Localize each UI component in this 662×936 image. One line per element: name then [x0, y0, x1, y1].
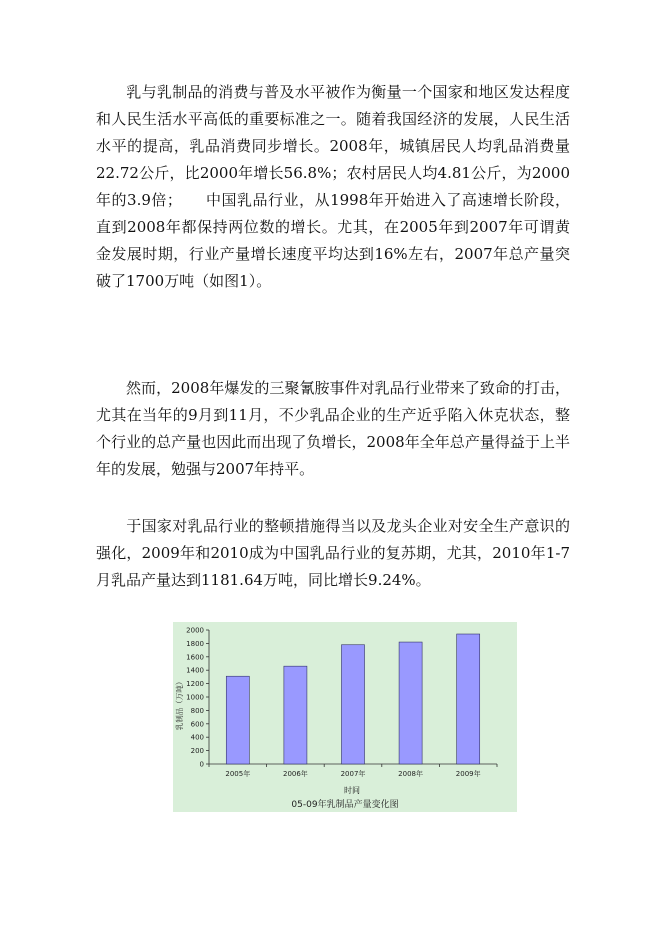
- y-tick-label: 1400: [186, 666, 204, 675]
- bar-2008年: [399, 642, 422, 764]
- chart-figure: [173, 622, 517, 812]
- y-axis-label: 乳制品（万吨）: [175, 677, 184, 731]
- bar-2006年: [284, 666, 307, 764]
- bar-2005年: [226, 676, 249, 764]
- bar-2007年: [341, 645, 364, 764]
- x-axis-ticks: [209, 764, 497, 778]
- chart-bars: [226, 634, 479, 764]
- x-tick-label: 2009年: [455, 770, 481, 778]
- y-axis-ticks: [186, 627, 209, 769]
- x-tick-label: 2006年: [282, 770, 308, 778]
- y-tick-label: 1800: [186, 639, 204, 648]
- y-tick-label: 200: [190, 747, 204, 756]
- y-tick-label: 2000: [186, 626, 204, 635]
- paragraph-2: [96, 375, 570, 483]
- y-tick-label: 1600: [186, 653, 204, 662]
- bar-chart: [173, 622, 517, 812]
- x-tick-label: 2008年: [398, 770, 424, 778]
- y-tick-label: 1200: [186, 680, 204, 689]
- y-tick-label: 1000: [186, 693, 204, 702]
- bar-2009年: [457, 634, 480, 764]
- x-axis-label: 时间: [344, 786, 360, 795]
- x-tick-label: 2007年: [340, 770, 366, 778]
- paragraph-2-text: 然而，2008年爆发的三聚氰胺事件对乳品行业带来了致命的打击，尤其在当年的9月到11月，不少乳品企业的生产近乎陷入休克状态，整个行业的总产量也因此而出现了负增长，2008年全年总产量得益于上半年的发展，勉强与2007年持平。: [96, 379, 570, 478]
- paragraph-3-text: 于国家对乳品行业的整顿措施得当以及龙头企业对安全生产意识的强化，2009年和2010成为中国乳品行业的复苏期，尤其，2010年1-7月乳品产量达到1181.64万吨，同比增长9.24%。: [96, 517, 570, 589]
- paragraph-3: [96, 513, 570, 594]
- y-tick-label: 600: [190, 720, 204, 729]
- y-tick-label: 800: [190, 706, 204, 715]
- paragraph-1: [96, 79, 570, 295]
- x-tick-label: 2005年: [225, 770, 251, 778]
- chart-title: 05-09年乳制品产量变化图: [291, 800, 399, 810]
- y-tick-label: 0: [199, 760, 204, 769]
- paragraph-1-text: 乳与乳制品的消费与普及水平被作为衡量一个国家和地区发达程度和人民生活水平高低的重要标准之一。随着我国经济的发展，人民生活水平的提高，乳品消费同步增长。2008年，城镇居民人均乳品消费量22.72公斤，比2000年增长56.8%；农村居民人均4.81公斤，为2000年的3.9倍； 中国乳品行业，从1998年开始进入了高速增长阶段，直到2008年都保持两位数的增长。尤其，在2005年到2007年可谓黄金发展时期，行业产量增长速度平均达到16%左右，2007年总产量突破了1700万吨（如图1）。: [96, 83, 570, 290]
- y-tick-label: 400: [190, 733, 204, 742]
